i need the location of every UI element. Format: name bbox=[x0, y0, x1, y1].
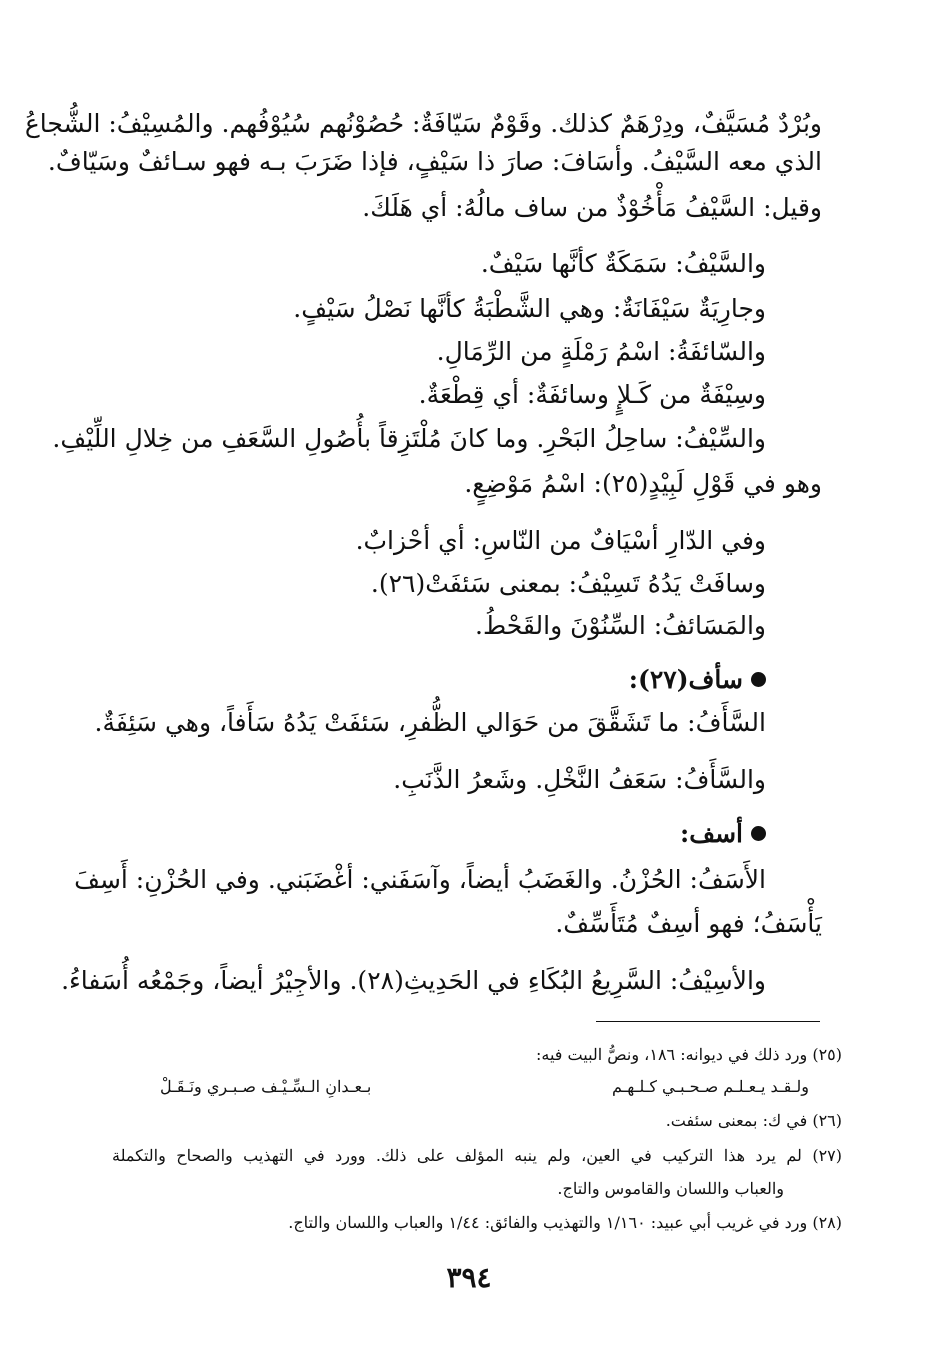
text-line-16: يَأْسَفُ؛ فهو أسِفٌ مُتَأَسِّفٌ. bbox=[555, 909, 822, 938]
footnote-27-line-2: والعباب واللسان والقاموس والتاج. bbox=[557, 1179, 784, 1198]
text-line-2: الذي معه السَّيْفُ. وأسَافَ: صارَ ذا سَيْفٍ، فإذا ضَرَبَ بـه فهو سـائفٌ وسَيّافٌ. bbox=[47, 147, 822, 176]
footnote-28: (٢٨) ورد في غريب أبي عبيد: ١/١٦٠ والتهذيب والفائق: ١/٤٤ والعباب واللسان والتاج. bbox=[288, 1213, 842, 1232]
footnote-verse-first: ولـقـد يـعـلـم صـحـبـي كـلـهـم bbox=[611, 1077, 809, 1096]
text-line-14: والسَّأَفُ: سَعَفُ النَّخْلِ. وشَعرُ الذَّنَبِ. bbox=[393, 765, 766, 794]
text-line-13: السَّأَفُ: ما تَشَقَّقَ من حَوَالي الظُّفرِ، سَئفَتْ يَدُهُ سَأَفاً، وهي سَئِفَةٌ. bbox=[94, 708, 766, 737]
footnote-verse-second: بـعـدانِ الـسِّـيْـف صـبـري ونَـقَـلْ bbox=[160, 1077, 372, 1096]
entry-heading-saf-label: سأف(٢٧): bbox=[628, 665, 743, 694]
text-line-10: وفي الدّارِ أسْيَافٌ من النّاسِ: أي أحْزابٌ. bbox=[355, 526, 766, 555]
page-number: ٣٩٤ bbox=[446, 1261, 492, 1294]
entry-heading-saf bbox=[629, 660, 766, 700]
footnote-separator bbox=[596, 1021, 820, 1022]
text-line-3: وقيل: السَّيْفُ مَأْخُوْذٌ من ساف مالُهُ: أي هَلَكَ. bbox=[362, 193, 822, 222]
text-line-17: والأسِيْفُ: السَّرِيعُ البُكَاءِ في الحَدِيثِ(٢٨). والأجِيْرُ أيضاً، وجَمْعُه أُسَفاءُ. bbox=[61, 966, 766, 995]
footnote-27-line-1: (٢٧) لم يرد هذا التركيب في العين، ولم ينبه المؤلف على ذلك. وورد في التهذيب والصحاح والتكملة bbox=[112, 1146, 842, 1165]
text-line-5: وجارِيَةٌ سَيْفَانَةٌ: وهي الشَّطْبَةُ كأنَّها نَصْلُ سَيْفٍ. bbox=[293, 294, 766, 323]
text-line-6: والسّائفَةُ: اسْمُ رَمْلَةٍ من الرِّمَالِ. bbox=[436, 337, 766, 366]
footnote-25: (٢٥) ورد ذلك في ديوانه: ١٨٦، ونصُّ البيت فيه: bbox=[536, 1045, 842, 1064]
bullet-icon bbox=[751, 826, 766, 841]
text-line-7: وسِيْفَةٌ من كَـلإٍ وسائفَةٌ: أي قِطْعَةٌ. bbox=[418, 380, 766, 409]
text-line-9: وهو في قَوْلِ لَبِيْدٍ(٢٥): اسْمُ مَوْضِعٍ. bbox=[464, 469, 822, 498]
text-line-4: والسَّيْفُ: سَمَكَةٌ كأنَّها سَيْفٌ. bbox=[480, 249, 766, 278]
entry-heading-asaf bbox=[680, 814, 766, 854]
text-line-15: الأَسَفُ: الحُزْنُ. والغَضَبُ أيضاً، وآسَفَني: أغْضَبَني. وفي الحُزْنِ: أَسِفَ bbox=[74, 865, 766, 894]
footnote-26: (٢٦) في ك: بمعنى سئفت. bbox=[665, 1111, 842, 1130]
bullet-icon bbox=[751, 672, 766, 687]
entry-heading-asaf-label: أسف: bbox=[679, 819, 743, 848]
text-line-1: وبُرْدٌ مُسَيَّفٌ، ودِرْهَمٌ كذلك. وقَوْمٌ سَيّافَةٌ: حُصُوْنُهم سُيُوْفُهم. والمُسِيْفُ: الشُّجاعُ bbox=[24, 109, 822, 138]
text-line-11: وسافَتْ يَدُهُ تَسِيْفُ: بمعنى سَئفَتْ(٢٦). bbox=[370, 569, 766, 598]
text-line-12: والمَسَائفُ: السِّنُوْنَ والقَحْطُ. bbox=[475, 611, 766, 640]
text-line-8: والسِّيْفُ: ساحِلُ البَحْرِ. وما كانَ مُلْتَزِقاً بأُصُولِ السَّعَفِ من خِلالِ اللِّيْفِ. bbox=[52, 424, 766, 453]
